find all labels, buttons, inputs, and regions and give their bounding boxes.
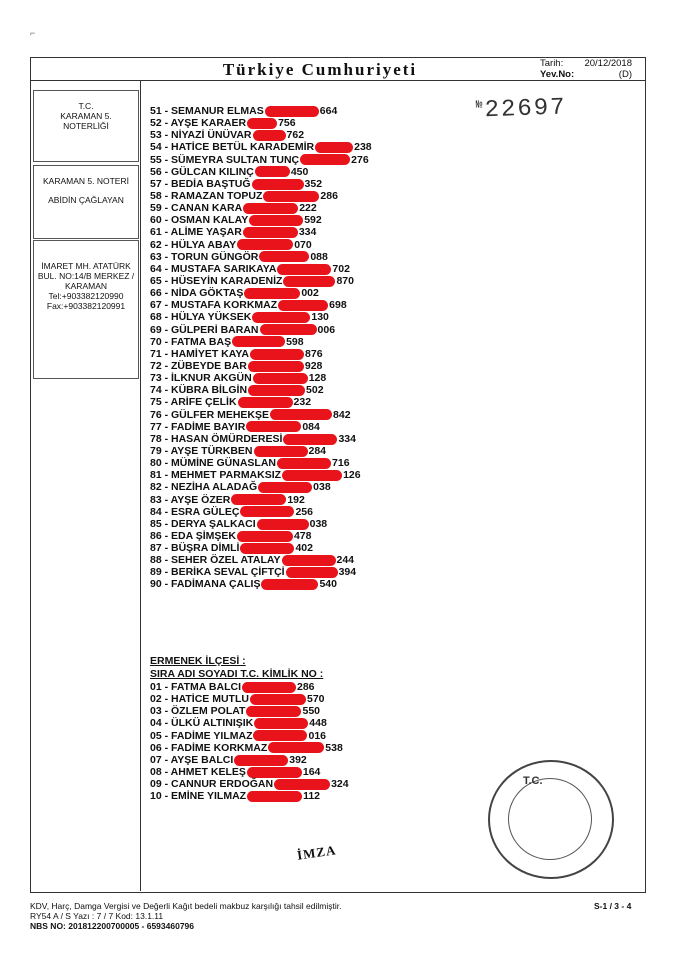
redaction-mark [238,397,293,408]
list-item [150,384,590,396]
redaction-mark [242,682,296,693]
person-name: 57 - BEDİA BAŞTUĞ [150,177,251,190]
footer [30,901,341,931]
id-number-tail: 570 [306,693,325,706]
person-name: 06 - FADİME KORKMAZ [150,741,268,754]
person-name: 79 - AYŞE TÜRKBEN [150,444,253,457]
redaction-mark [277,458,331,469]
redaction-mark [247,791,302,802]
id-number-tail: 324 [331,778,349,791]
redaction-mark [240,543,294,554]
person-name: 58 - RAMAZAN TOPUZ [150,189,263,202]
id-number-tail: 222 [299,202,317,215]
person-name: 75 - ARİFE ÇELİK [150,396,237,409]
list-item [150,705,590,717]
section-header: SIRA ADI SOYADI T.C. KİMLİK NO : [150,668,324,680]
redaction-mark [257,519,309,530]
person-name: 89 - BERİKA SEVAL ÇİFTÇİ [150,566,285,579]
redaction-mark [268,742,324,753]
person-name: 60 - OSMAN KALAY [150,214,249,227]
redaction-mark [282,470,342,481]
list-item [150,178,590,190]
person-name: 69 - GÜLPERİ BARAN [150,323,259,336]
redaction-mark [258,482,312,493]
notary-address-box [33,240,139,379]
id-number-tail: 352 [304,177,323,190]
section-title: ERMENEK İLÇESİ : [150,655,246,667]
redaction-mark [286,567,338,578]
list-item [150,311,590,323]
redaction-mark [232,336,285,347]
id-number-tail: 716 [332,457,350,470]
list-item [150,324,590,336]
person-name: 66 - NİDA GÖKTAŞ [150,287,244,300]
footer-line: RY54 A / S Yazı : 7 / 7 Kod: 13.1.11 [30,911,164,921]
id-number-tail: 334 [338,432,356,445]
id-number-tail: 450 [290,165,309,178]
date-value: 20/12/2018 [584,58,632,69]
person-name: 51 - SEMANUR ELMAS [150,105,264,117]
person-name: 80 - MÜMİNE GÜNASLAN [150,457,277,470]
document-title: Türkiye Cumhuriyeti [222,60,418,79]
person-name: 05 - FADİME YILMAZ [150,729,253,742]
person-name: 74 - KÜBRA BİLGİN [150,384,248,397]
list-item [150,445,590,457]
person-name: 83 - AYŞE ÖZER [150,493,231,506]
redaction-mark [237,531,293,542]
person-list-karaman [150,105,590,591]
person-name: 67 - MUSTAFA KORKMAZ [150,299,278,312]
list-item [150,457,590,469]
notary-line: KARAMAN 5. [60,111,112,121]
date-block [540,58,632,80]
redaction-mark [300,154,350,165]
redaction-mark [246,706,301,717]
person-name: 09 - CANNUR ERDOĞAN [150,778,274,791]
notary-name-line: ABİDİN ÇAĞLAYAN [48,195,124,205]
list-item [150,275,590,287]
redaction-mark [243,227,298,238]
id-number-tail: 256 [295,505,313,518]
address-line: KARAMAN [64,281,108,291]
person-name: 76 - GÜLFER MEHEKŞE [150,408,270,421]
list-item [150,742,590,754]
id-number-tail: 664 [319,105,338,117]
person-name: 77 - FADİME BAYIR [150,420,246,433]
person-name: 73 - İLKNUR AKGÜN [150,372,252,385]
id-number-tail: 192 [287,493,305,506]
list-item [150,226,590,238]
list-item [150,554,590,566]
person-name: 64 - MUSTAFA SARIKAYA [150,262,277,275]
redaction-mark [237,239,293,250]
id-number-tail: 448 [309,717,327,730]
id-number-tail: 038 [313,481,331,494]
person-name: 72 - ZÜBEYDE BAR [150,359,247,372]
id-number-tail: 002 [301,287,319,300]
nbs-label: NBS NO: [30,921,66,931]
notary-seal-inner-ring [508,778,592,860]
redaction-mark [234,755,288,766]
id-number-tail: 006 [317,323,336,336]
id-number-tail: 238 [354,141,372,154]
id-number-tail: 286 [320,189,338,202]
notary-name-box [33,165,139,239]
id-number-tail: 540 [319,578,337,591]
footer-line: KDV, Harç, Damga Vergisi ve Değerli Kağıt bedeli makbuz karşılığı tahsil edilmiştir. [30,901,342,911]
scan-corner-mark: ⌐ [30,28,36,38]
person-name: 07 - AYŞE BALCI [150,753,234,766]
redaction-mark [248,361,304,372]
id-number-tail: 538 [325,741,343,754]
redaction-mark [254,446,308,457]
address-line: İMARET MH. ATATÜRK [41,261,131,271]
notary-box [33,90,139,162]
person-name: 03 - ÖZLEM POLAT [150,705,246,718]
redaction-mark [265,106,319,117]
redaction-mark [253,130,286,141]
id-number-tail: 762 [286,129,305,142]
id-number-tail: 276 [351,153,369,166]
address-line: BUL. NO:14/B MERKEZ / [37,271,135,281]
redaction-mark [253,373,308,384]
person-name: 61 - ALİME YAŞAR [150,226,242,239]
id-number-tail: 842 [333,408,351,421]
notary-line: T.C. [78,101,94,111]
column-divider [140,81,141,891]
id-number-tail: 478 [293,529,312,542]
list-item [150,287,590,299]
id-number-tail: 592 [304,214,322,227]
redaction-mark [253,730,307,741]
list-item [150,372,590,384]
person-name: 78 - HASAN ÖMÜRDERESİ [150,432,283,445]
list-item [150,421,590,433]
id-number-tail: 070 [294,238,312,251]
person-name: 62 - HÜLYA ABAY [150,238,237,251]
id-number-tail: 698 [329,299,347,312]
redaction-mark [250,694,306,705]
list-item [150,518,590,530]
person-name: 55 - SÜMEYRA SULTAN TUNÇ [150,153,300,166]
id-number-tail: 130 [311,311,329,324]
list-item [150,530,590,542]
registry-number: 22697 [484,94,568,125]
id-number-tail: 038 [309,517,328,530]
person-name: 63 - TORUN GÜNGÖR [150,250,259,263]
list-item [150,360,590,372]
redaction-mark [231,494,286,505]
list-item [150,693,590,705]
person-name: 56 - GÜLCAN KILINÇ [150,165,254,178]
id-number-tail: 164 [302,765,321,778]
list-item [150,494,590,506]
id-number-tail: 334 [298,226,317,239]
person-name: 85 - DERYA ŞALKACI [150,517,256,530]
redaction-mark [282,555,336,566]
id-number-tail: 402 [295,542,313,555]
list-item [150,117,590,129]
person-name: 88 - SEHER ÖZEL ATALAY [150,554,281,567]
redaction-mark [240,506,294,517]
id-number-tail: 244 [336,554,355,567]
id-number-tail: 286 [297,681,315,693]
list-item [150,506,590,518]
redaction-mark [249,215,303,226]
redaction-mark [261,579,318,590]
list-item [150,190,590,202]
redaction-mark [247,767,302,778]
redaction-mark [270,409,332,420]
person-name: 71 - HAMİYET KAYA [150,347,250,360]
redaction-mark [247,118,277,129]
address-line: Fax:+903382120991 [46,301,126,311]
id-number-tail: 284 [308,444,327,457]
person-name: 82 - NEZİHA ALADAĞ [150,481,258,494]
redaction-mark [260,324,317,335]
list-item [150,681,590,693]
id-number-tail: 084 [302,420,320,433]
person-name: 59 - CANAN KARA [150,202,243,215]
nbs-value: 201812200700005 - 6593460796 [68,921,195,931]
id-number-tail: 128 [308,372,327,385]
person-name: 04 - ÜLKÜ ALTINIŞIK [150,717,254,730]
person-name: 10 - EMİNE YILMAZ [150,790,247,803]
redaction-mark [248,385,305,396]
person-name: 01 - FATMA BALCI [150,681,241,693]
redaction-mark [315,142,353,153]
redaction-mark [277,264,331,275]
redaction-mark [278,300,328,311]
page-reference: S-1 / 3 - 4 [594,901,632,911]
id-number-tail: 232 [293,396,312,409]
redaction-mark [283,276,335,287]
person-name: 54 - HATİCE BETÜL KARADEMİR [150,141,315,154]
id-number-tail: 928 [304,359,323,372]
list-item [150,469,590,481]
redaction-mark [250,349,304,360]
list-item [150,542,590,554]
list-item [150,263,590,275]
list-item [150,481,590,493]
list-item [150,578,590,590]
list-item [150,730,590,742]
yev-value: (D) [618,69,632,80]
id-number-tail: 088 [310,250,328,263]
redaction-mark [274,779,330,790]
id-number-tail: 016 [308,729,327,742]
redaction-mark [259,251,309,262]
list-item [150,202,590,214]
notary-name-line: KARAMAN 5. NOTERİ [43,176,129,186]
redaction-mark [254,718,308,729]
list-item [150,409,590,421]
person-name: 84 - ESRA GÜLEÇ [150,505,240,518]
redaction-mark [283,434,337,445]
id-number-tail: 392 [289,753,307,766]
list-item [150,566,590,578]
id-number-tail: 112 [303,790,321,803]
person-name: 86 - EDA ŞİMŞEK [150,529,236,542]
id-number-tail: 502 [306,384,324,397]
list-item [150,239,590,251]
list-item [150,299,590,311]
redaction-mark [246,421,301,432]
id-number-tail: 394 [338,566,357,579]
list-item [150,129,590,141]
seal-text: T.C. [523,775,543,787]
list-item [150,754,590,766]
list-item [150,154,590,166]
redaction-mark [252,312,310,323]
list-item [150,105,590,117]
person-name: 90 - FADİMANA ÇALIŞ [150,578,261,591]
notary-line: NOTERLİĞİ [63,121,109,131]
address-line: Tel:+903382120990 [48,291,124,301]
list-item [150,166,590,178]
yev-label: Yev.No: [540,69,575,80]
list-item [150,251,590,263]
id-number-tail: 756 [278,117,296,130]
id-number-tail: 126 [343,469,361,482]
person-name: 53 - NİYAZİ ÜNÜVAR [150,129,252,142]
list-item [150,396,590,408]
header-divider [30,80,646,81]
id-number-tail: 870 [336,274,354,287]
redaction-mark [263,191,319,202]
redaction-mark [243,203,298,214]
person-name: 08 - AHMET KELEŞ [150,765,246,778]
person-name: 52 - AYŞE KARAER [150,117,247,130]
redaction-mark [255,166,290,177]
person-name: 02 - HATİCE MUTLU [150,693,249,706]
list-item [150,141,590,153]
person-name: 70 - FATMA BAŞ [150,335,232,348]
person-name: 81 - MEHMET PARMAKSIZ [150,469,282,482]
person-name: 87 - BÜŞRA DİMLİ [150,542,240,555]
id-number-tail: 876 [305,347,323,360]
number-sign-icon: № [475,99,485,112]
person-name: 65 - HÜSEYİN KARADENİZ [150,274,283,287]
redaction-mark [244,288,300,299]
person-name: 68 - HÜLYA YÜKSEK [150,311,252,324]
id-number-tail: 702 [332,262,350,275]
id-number-tail: 598 [286,335,304,348]
list-item [150,214,590,226]
signature: İMZA [296,842,338,863]
list-item [150,433,590,445]
redaction-mark [252,179,304,190]
id-number-tail: 550 [302,705,321,718]
list-item [150,717,590,729]
list-item [150,336,590,348]
list-item [150,348,590,360]
date-label: Tarih: [540,58,564,69]
